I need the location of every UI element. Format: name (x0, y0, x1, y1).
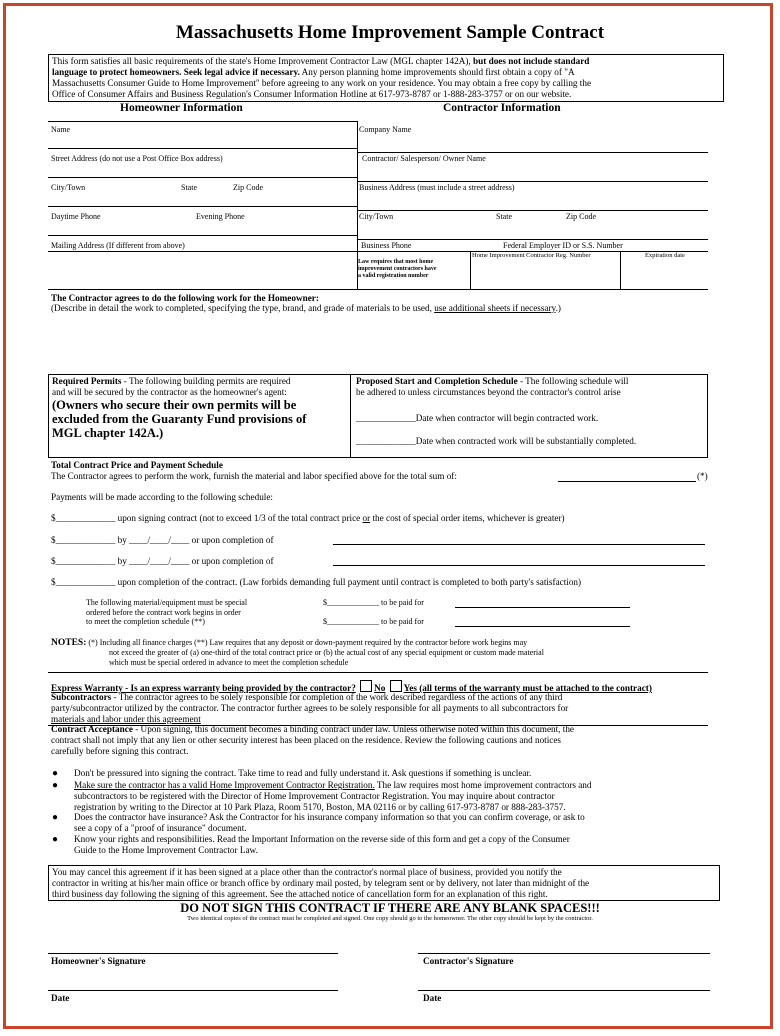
homeowner-signature-line[interactable] (48, 953, 338, 954)
special-order-row-1[interactable]: $_____________ to be paid for (323, 598, 424, 607)
contract-acceptance: Contract Acceptance - Upon signing, this document becomes a binding contract under law. Unless otherwise noted within this document, the contract shall not imply that any lien or other security interest has been placed on the residence. Review the following cautions and notices carefully before signing this contract. (51, 724, 574, 756)
field-start-date[interactable]: _____________Date when contractor will begin contracted work. (356, 413, 599, 423)
contractor-signature-label: Contractor's Signature (423, 956, 514, 966)
field-homeowner-city[interactable]: City/Town (51, 183, 86, 192)
homeowner-heading: Homeowner Information (120, 102, 243, 114)
field-fein[interactable]: Federal Employer ID or S.S. Number (503, 241, 623, 250)
field-contractor-state[interactable]: State (496, 212, 512, 221)
homeowner-signature-label: Homeowner's Signature (51, 956, 146, 966)
bullet-icon: ● (52, 780, 59, 791)
warranty-yes-checkbox[interactable] (390, 680, 402, 692)
caution-insurance: Does the contractor have insurance? Ask the Contractor for his insurance company information so that you can confirm coverage, or ask to see a copy of a "proof of insurance" document. (74, 812, 585, 833)
schedule-text: Proposed Start and Completion Schedule - The following schedule will be adhered to unless circumstances beyond the contractor's control arise (356, 376, 629, 397)
payment-row-2[interactable]: $_____________ by ____/____/____ or upon completion of (51, 535, 274, 545)
field-completion-date[interactable]: _____________Date when contracted work will be substantially completed. (356, 436, 637, 446)
field-homeowner-street[interactable]: Street Address (do not use a Post Office Box address) (51, 154, 223, 163)
field-expiration-date[interactable]: Expiration date (645, 252, 685, 259)
notes: NOTES: (*) Including all finance charges (**) Law requires that any deposit or down-payment required by the contractor before work begins may not exceed the greater of (a) one-third of the total contract price or (b) the actual cost of any special equipment or custom made material which must be special ordered in advance to meet the completion schedule (51, 638, 544, 667)
page-title: Massachusetts Home Improvement Sample Contract (175, 22, 605, 43)
field-homeowner-day-phone[interactable]: Daytime Phone (51, 212, 101, 221)
field-business-phone[interactable]: Business Phone (361, 241, 412, 250)
payments-intro: Payments will be made according to the following schedule: (51, 492, 273, 502)
field-homeowner-state[interactable]: State (181, 183, 197, 192)
contractor-heading: Contractor Information (443, 102, 561, 114)
contractor-signature-line[interactable] (418, 953, 710, 954)
caution-pressure: Don't be pressured into signing the contract. Take time to read and fully understand it. Ask questions if something is unclear. (74, 768, 532, 778)
contractor-date-line[interactable] (418, 990, 710, 991)
caution-rights: Know your rights and responsibilities. Read the Important Information on the reverse side of this form and get a copy of the Consumer Guide to the Home Improvement Contractor Law. (74, 834, 570, 855)
contractor-date-label: Date (423, 993, 442, 1003)
warranty-no-checkbox[interactable] (360, 680, 372, 692)
price-heading: Total Contract Price and Payment Schedule (51, 460, 223, 470)
payment-row-3[interactable]: $_____________ by ____/____/____ or upon completion of (51, 556, 274, 566)
field-contractor-name[interactable]: Contractor/ Salesperson/ Owner Name (362, 154, 486, 163)
permits-guaranty-note: (Owners who secure their own permits will be excluded from the Guaranty Fund provisions of MGL chapter 142A.) (52, 398, 307, 440)
price-total-text: The Contractor agrees to perform the work, furnish the material and labor specified above for the total sum of: (51, 471, 457, 481)
special-order-text: The following material/equipment must be special ordered before the contract work begins in order to meet the completion schedule (**) (86, 598, 248, 626)
copies-note: Two identical copies of the contract must be completed and signed. One copy should go to the homeowner. The other copy should be kept by the contractor. (187, 915, 593, 922)
field-homeowner-mailing[interactable]: Mailing Address (If different from above) (51, 241, 185, 250)
work-description-instructions[interactable]: (Describe in detail the work to completed, specifying the type, brand, and grade of materials to be used, use additional sheets if necessary.) (51, 303, 561, 313)
field-company-name[interactable]: Company Name (359, 125, 412, 134)
express-warranty: Express Warranty - Is an express warranty being provided by the contractor? No Yes (all terms of the warranty must be attached to the contract) (51, 680, 721, 694)
bullet-icon: ● (52, 812, 59, 823)
price-star: (*) (697, 471, 708, 481)
registration-law-note: Law requires that most home improvement contractors have a valid registration number (358, 259, 437, 279)
field-business-address[interactable]: Business Address (must include a street address) (359, 183, 515, 192)
blank-spaces-warning: DO NOT SIGN THIS CONTRACT IF THERE ARE ANY BLANK SPACES!!! (180, 901, 600, 915)
special-order-row-2[interactable]: $_____________ to be paid for (323, 617, 424, 626)
required-permits[interactable]: Required Permits - The following building permits are required and will be secured by the contractor as the homeowner's agent: (52, 376, 291, 397)
payment-row-1[interactable]: $_____________ upon signing contract (not to exceed 1/3 of the total contract price or the cost of special order items, whichever is greater) (51, 513, 565, 523)
bullet-icon: ● (52, 768, 59, 779)
field-homeowner-zip[interactable]: Zip Code (233, 183, 263, 192)
homeowner-date-line[interactable] (48, 990, 338, 991)
caution-registration: Make sure the contractor has a valid Home Improvement Contractor Registration. The law requires most home improvement contractors and subcontractors to be registered with the Director of Home Improvement Contractor Registration. You may inquire about contractor registration by writing to the Director at 10 Park Plaza, Room 5170, Boston, MA 02116 or by calling 617-973-8787 or 888-283-3757. (74, 780, 592, 812)
field-contractor-zip[interactable]: Zip Code (566, 212, 596, 221)
field-contractor-city[interactable]: City/Town (359, 212, 394, 221)
intro-text: This form satisfies all basic requirements of the state's Home Improvement Contractor Law (MGL chapter 142A), but does not include standard language to protect homeowners. Seek legal advice if necessary. Any person planning home improvements should first obtain a copy of "A Massachusetts Consumer Guide to Home Improvement" before agreeing to any work on your residence. You may obtain a free copy by calling the Office of Consumer Affairs and Business Regulation's Consumer Information Hotline at 617-973-8787 or 1-888-283-3757 or on our website. (52, 56, 592, 99)
field-registration-number[interactable]: Home Improvement Contractor Reg. Number (472, 252, 591, 259)
cancellation-text: You may cancel this agreement if it has been signed at a place other than the contractor's normal place of business, provided you notify the contractor in writing at his/her main office or branch office by ordinary mail posted, by telegram sent or by delivery, not later than midnight of the third business day following the signing of this agreement. See the attached notice of cancellation form for an explanation of this right. (52, 867, 590, 899)
work-heading: The Contractor agrees to do the following work for the Homeowner: (51, 293, 319, 303)
subcontractors: Subcontractors - The contractor agrees to be solely responsible for completion of the work described regardless of the actions of any third party/subcontractor utilized by the contractor. The contractor further agrees to be solely responsible for all payments to all subcontractors for materials and labor under this agreement (51, 692, 569, 724)
bullet-icon: ● (52, 834, 59, 845)
field-homeowner-eve-phone[interactable]: Evening Phone (196, 212, 245, 221)
field-homeowner-name[interactable]: Name (51, 125, 71, 134)
payment-row-4[interactable]: $_____________ upon completion of the contract. (Law forbids demanding full payment until contract is completed to both party's satisfaction) (51, 577, 582, 587)
field-total-sum[interactable] (558, 481, 696, 482)
homeowner-date-label: Date (51, 993, 70, 1003)
